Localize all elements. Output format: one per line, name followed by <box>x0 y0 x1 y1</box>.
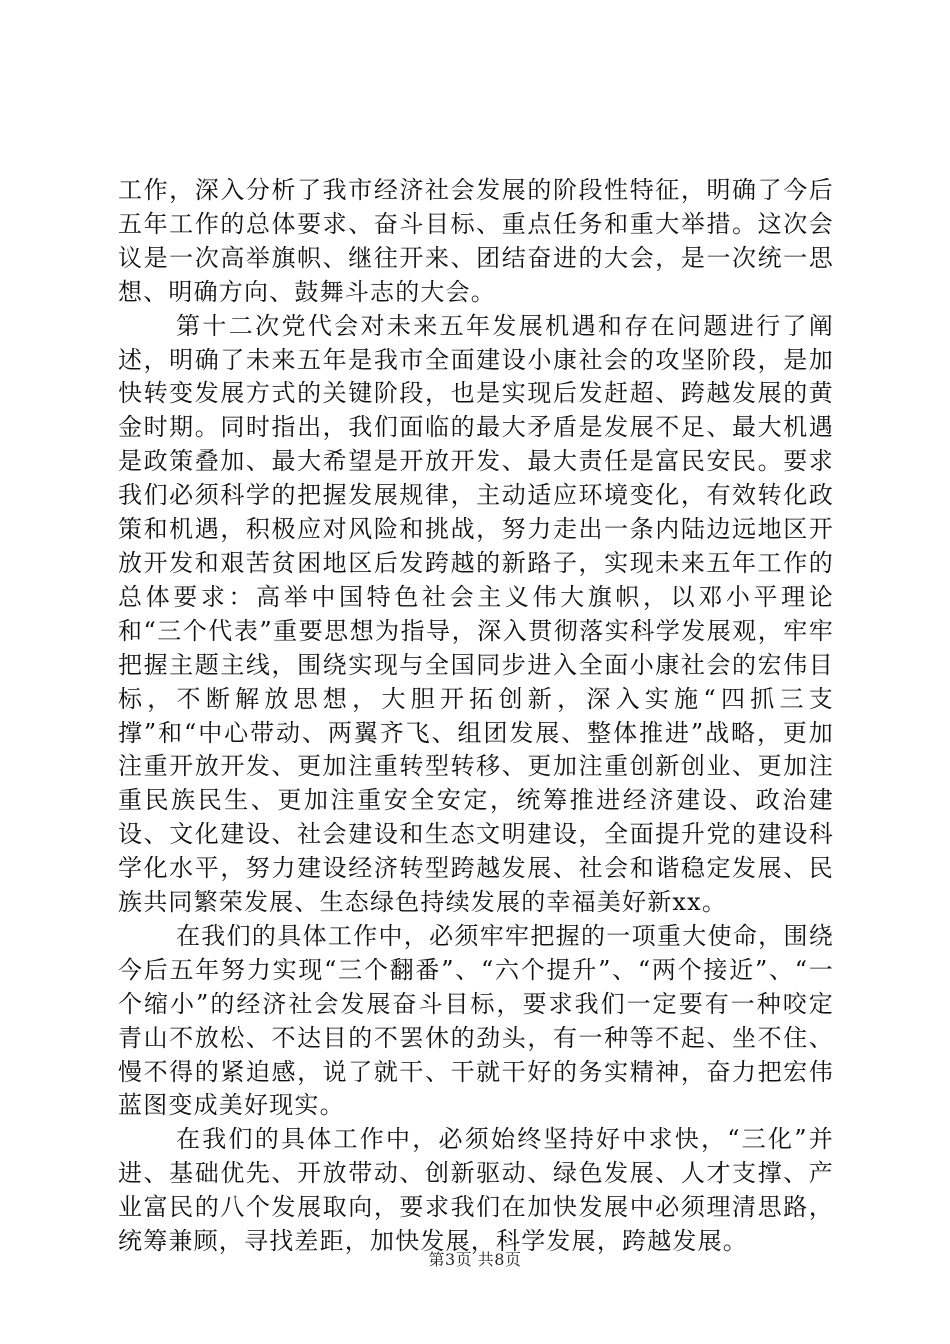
page-number-footer: 第3页 共8页 <box>428 1250 522 1269</box>
paragraph: 在我们的具体工作中，必须始终坚持好中求快，“三化”并进、基础优先、开放带动、创新驱动、绿色发展、人才支撑、产业富民的八个发展取向，要求我们在加快发展中必须理清思路，统筹兼顾，寻找差距，加快发展，科学发展，跨越发展。 <box>118 1125 834 1256</box>
paragraph-continuation: 工作，深入分析了我市经济社会发展的阶段性特征，明确了今后五年工作的总体要求、奋斗目标、重点任务和重大举措。这次会议是一次高举旗帜、继往开来、团结奋进的大会，是一次统一思想、明确方向、鼓舞斗志的大会。 <box>118 176 834 306</box>
paragraph: 第十二次党代会对未来五年发展机遇和存在问题进行了阐述，明确了未来五年是我市全面建设小康社会的攻坚阶段，是加快转变发展方式的关键阶段，也是实现后发赶超、跨越发展的黄金时期。同时指出，我们面临的最大矛盾是发展不足、最大机遇是政策叠加、最大希望是开放开发、最大责任是富民安民。要求我们必须科学的把握发展规律，主动适应环境变化，有效转化政策和机遇，积极应对风险和挑战，努力走出一条内陆边远地区开放开发和艰苦贫困地区后发跨越的新路子，实现未来五年工作的总体要求：高举中国特色社会主义伟大旗帜，以邓小平理论和“三个代表”重要思想为指导，深入贯彻落实科学发展观，牢牢把握主题主线，围绕实现与全国同步进入全面小康社会的宏伟目标，不断解放思想，大胆开拓创新，深入实施“四抓三支撑”和“中心带动、两翼齐飞、组团发展、整体推进”战略，更加注重开放开发、更加注重转型转移、更加注重创新创业、更加注重民族民生、更加注重安全安定，统筹推进经济建设、政治建设、文化建设、社会建设和生态文明建设，全面提升党的建设科学化水平，努力建设经济转型跨越发展、社会和谐稳定发展、民族共同繁荣发展、生态绿色持续发展的幸福美好新xx。 <box>118 311 834 917</box>
document-body <box>118 174 834 1259</box>
paragraph: 在我们的具体工作中，必须牢牢把握的一项重大使命，围绕今后五年努力实现“三个翻番”、“六个提升”、“两个接近”、“一个缩小”的经济社会发展奋斗目标，要求我们一定要有一种咬定青山不放松、不达目的不罢休的劲头，有一种等不起、坐不住、慢不得的紧迫感，说了就干、干就干好的务实精神，奋力把宏伟蓝图变成美好现实。 <box>118 921 834 1120</box>
